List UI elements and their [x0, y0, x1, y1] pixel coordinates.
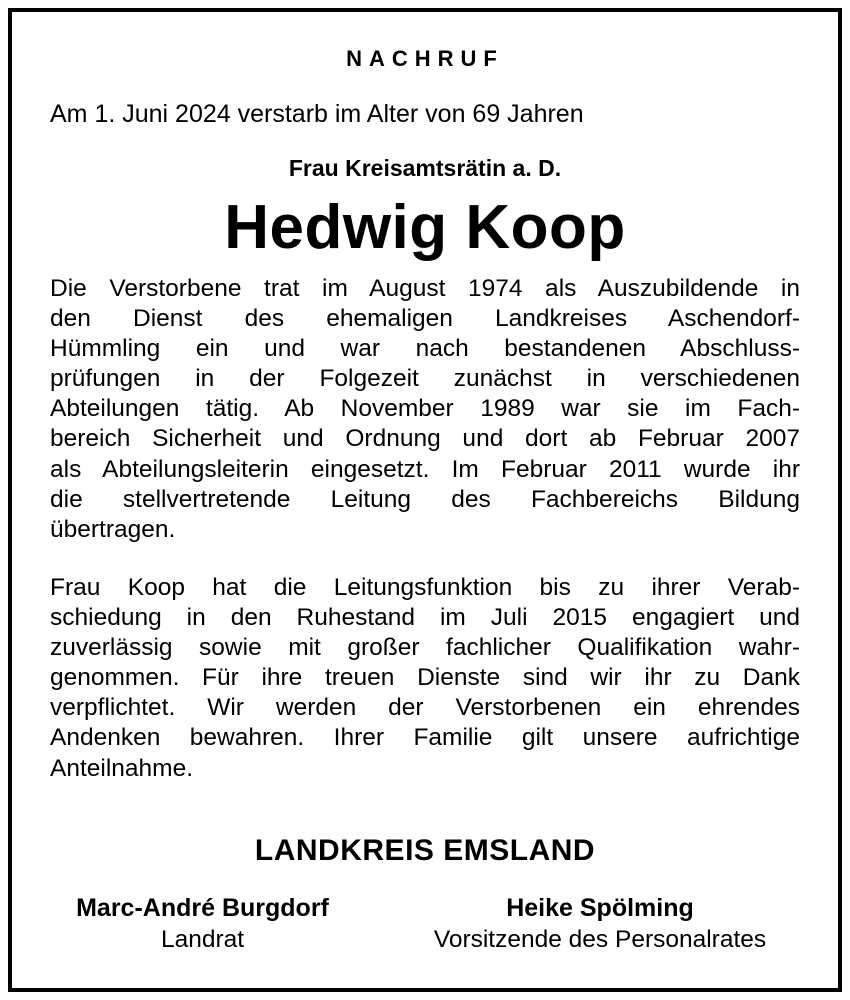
- text-line: die stellvertretende Leitung des Fachbereichs Bildung: [50, 485, 800, 513]
- text-line: als Abteilungsleiterin eingesetzt. Im Februar 2011 wurde ihr: [50, 455, 800, 483]
- text-line: bereich Sicherheit und Ordnung und dort ab Februar 2007: [50, 425, 800, 453]
- biography-paragraph: [50, 274, 800, 545]
- text-line: Frau Koop hat die Leitungsfunktion bis zu ihrer Verab-: [50, 574, 800, 601]
- text-line: verpflichtet. Wir werden der Verstorbenen ein ehrendes: [50, 694, 800, 722]
- deceased-title: Frau Kreisamtsrätin a. D.: [288, 155, 562, 181]
- death-announcement-line: Am 1. Juni 2024 verstarb im Alter von 69 Jahren: [50, 100, 584, 128]
- organization-name: LANDKREIS EMSLAND: [254, 834, 596, 867]
- text-line: Andenken bewahren. Ihrer Familie gilt unsere aufrichtige: [50, 724, 800, 752]
- text-line: prüfungen in der Folgezeit zunächst in verschiedenen: [50, 365, 800, 393]
- text-line: Abteilungen tätig. Ab November 1989 war sie im Fach-: [50, 395, 800, 423]
- notice-heading: NACHRUF: [346, 46, 504, 71]
- signatory-name: Marc-André Burgdorf: [76, 894, 329, 922]
- text-line: schiedung in den Ruhestand im Juli 2015 engagiert und: [50, 604, 800, 632]
- signatory-role: Landrat: [160, 926, 245, 953]
- deceased-name: Hedwig Koop: [224, 193, 626, 262]
- text-line: genommen. Für ihre treuen Dienste sind wir ihr zu Dank: [50, 664, 800, 692]
- signatory-name: Heike Spölming: [506, 894, 694, 922]
- text-line: übertragen.: [50, 515, 176, 543]
- text-line: Hümmling ein und war nach bestandenen Abschluss-: [50, 335, 800, 363]
- text-line: den Dienst des ehemaligen Landkreises Aschendorf-: [50, 305, 800, 333]
- tribute-paragraph: [50, 573, 800, 784]
- text-line: Anteilnahme.: [50, 754, 194, 782]
- signatory-right: [400, 894, 800, 958]
- signatory-role: Vorsitzende des Personalrates: [433, 926, 767, 953]
- text-line: Die Verstorbene trat im August 1974 als Auszubildende in: [50, 275, 800, 302]
- text-line: zuverlässig sowie mit großer fachlicher Qualifikation wahr-: [50, 634, 800, 662]
- signatory-left: [30, 894, 375, 958]
